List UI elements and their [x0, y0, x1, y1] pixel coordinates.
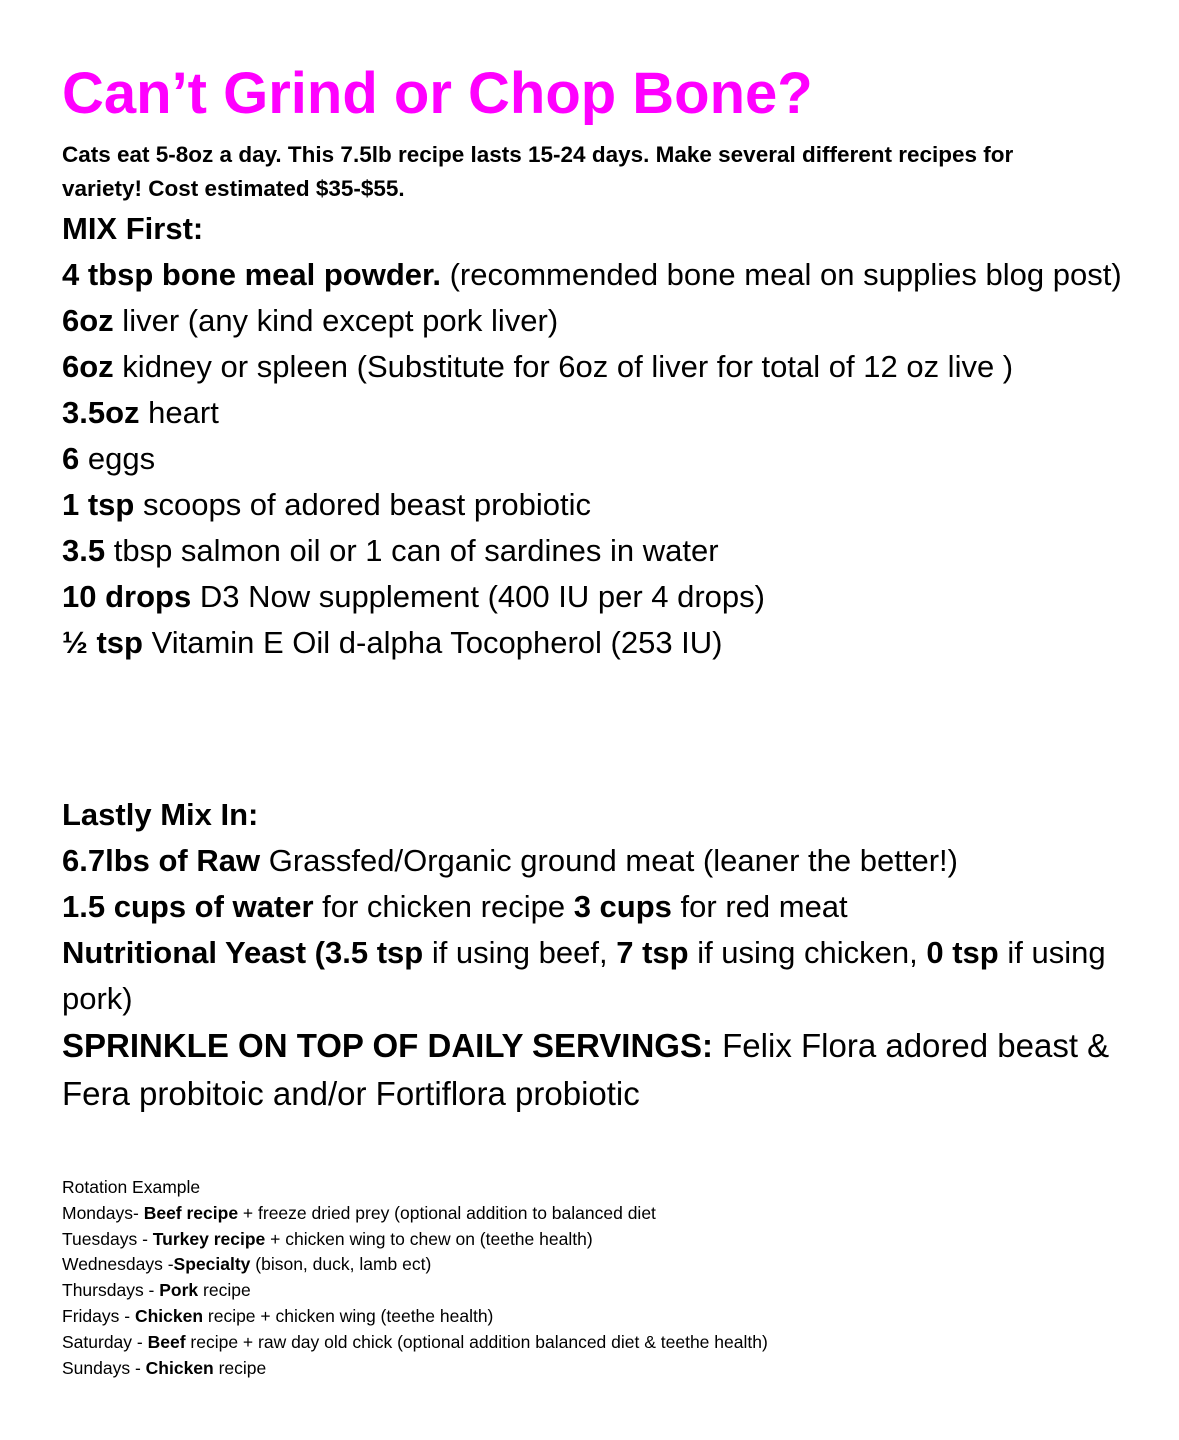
meat-line: [62, 838, 1142, 884]
ingredient-text: Vitamin E Oil d-alpha Tocopherol (253 IU): [142, 625, 723, 660]
ingredient-text: heart: [139, 395, 219, 430]
water-amount-red-meat: 3 cups: [573, 889, 672, 924]
ingredient-line: [62, 298, 1142, 344]
day-note: recipe + raw day old chick (optional addition balanced diet & teethe health): [185, 1331, 768, 1352]
day-label: Sundays -: [62, 1357, 146, 1378]
ingredient-text: D3 Now supplement (400 IU per 4 drops): [191, 579, 765, 614]
day-label: Thursdays -: [62, 1280, 160, 1301]
ingredient-amount: 3.5oz: [62, 395, 140, 430]
meat-text: Grassfed/Organic ground meat (leaner the better!): [260, 843, 958, 878]
page-title: Can’t Grind or Chop Bone?: [62, 61, 813, 126]
ingredient-line: [62, 482, 1142, 528]
ingredient-text: liver (any kind except pork liver): [113, 303, 559, 338]
ingredient-amount: 3.5: [62, 533, 106, 568]
intro-text: Cats eat 5-8oz a day. This 7.5lb recipe lasts 15-24 days. Make several different recipes for variety! Cost estimated $35-$55.: [62, 142, 1014, 201]
rotation-day: [62, 1227, 768, 1253]
ingredient-amount: 1 tsp: [62, 487, 135, 522]
lastly-mix-section: [62, 792, 1142, 1118]
ingredient-text: eggs: [79, 441, 156, 476]
yeast-text-pork: if using pork): [62, 935, 1106, 1016]
ingredient-line: [62, 620, 1142, 666]
ingredient-line: [62, 390, 1142, 436]
rotation-day: [62, 1356, 768, 1382]
meat-amount: 6.7lbs of Raw: [62, 843, 261, 878]
ingredient-line: [62, 436, 1142, 482]
yeast-amount-pork: 0 tsp: [926, 935, 999, 970]
day-recipe: Specialty: [173, 1254, 251, 1275]
water-line: [62, 884, 1142, 930]
yeast-text-chicken: if using chicken,: [688, 935, 927, 970]
sprinkle-text: Felix Flora adored beast & Fera probitoic and/or Fortiflora probiotic: [62, 1027, 1110, 1112]
day-recipe: Pork: [159, 1280, 199, 1301]
ingredient-amount: 6: [62, 441, 80, 476]
ingredient-line: [62, 344, 1142, 390]
ingredient-line: [62, 574, 1142, 620]
day-note: (bison, duck, lamb ect): [250, 1254, 432, 1275]
ingredient-amount: ½ tsp: [62, 625, 143, 660]
ingredient-amount: 6oz: [62, 349, 114, 384]
day-recipe: Beef: [147, 1331, 186, 1352]
day-label: Wednesdays -: [62, 1254, 174, 1275]
lastly-mix-heading: Lastly Mix In:: [62, 797, 259, 832]
day-recipe: Turkey recipe: [152, 1228, 266, 1249]
ingredient-line: [62, 528, 1142, 574]
day-note: + chicken wing to chew on (teethe health): [265, 1228, 593, 1249]
ingredient-text: scoops of adored beast probiotic: [134, 487, 592, 522]
rotation-day: [62, 1330, 768, 1356]
water-amount-chicken: 1.5 cups of water: [62, 889, 314, 924]
yeast-amount-chicken: 7 tsp: [616, 935, 689, 970]
day-recipe: Chicken: [134, 1305, 204, 1326]
day-recipe: Beef recipe: [143, 1202, 239, 1223]
rotation-section: [62, 1175, 768, 1381]
yeast-label: Nutritional Yeast (3.5 tsp: [62, 935, 424, 970]
day-note: recipe + chicken wing (teethe health): [203, 1305, 494, 1326]
day-note: recipe: [198, 1280, 251, 1301]
water-text-chicken: for chicken recipe: [313, 889, 574, 924]
ingredient-text: tbsp salmon oil or 1 can of sardines in water: [105, 533, 719, 568]
rotation-day: [62, 1278, 768, 1304]
ingredient-text: (recommended bone meal on supplies blog post): [440, 257, 1122, 292]
day-note: recipe: [213, 1357, 267, 1378]
yeast-line: [62, 930, 1142, 1022]
rotation-day: [62, 1201, 768, 1227]
day-label: Mondays-: [62, 1202, 144, 1223]
mix-first-heading: MIX First:: [62, 211, 204, 246]
day-label: Tuesdays -: [62, 1228, 153, 1249]
day-label: Fridays -: [62, 1305, 135, 1326]
sprinkle-line: [62, 1022, 1142, 1118]
rotation-heading: Rotation Example: [62, 1177, 201, 1197]
mix-first-section: [62, 206, 1142, 666]
sprinkle-label: SPRINKLE ON TOP OF DAILY SERVINGS:: [62, 1027, 713, 1064]
day-recipe: Chicken: [145, 1357, 214, 1378]
ingredient-amount: 6oz: [62, 303, 114, 338]
day-note: + freeze dried prey (optional addition to balanced diet: [238, 1202, 656, 1223]
yeast-text-beef: if using beef,: [423, 935, 617, 970]
rotation-day: [62, 1304, 768, 1330]
water-text-red-meat: for red meat: [671, 889, 848, 924]
ingredient-text: kidney or spleen (Substitute for 6oz of liver for total of 12 oz live ): [113, 349, 1014, 384]
ingredient-amount: 10 drops: [62, 579, 192, 614]
rotation-day: [62, 1252, 768, 1278]
ingredient-line: [62, 252, 1142, 298]
ingredient-amount: 4 tbsp bone meal powder.: [62, 257, 441, 292]
day-label: Saturday -: [62, 1331, 148, 1352]
